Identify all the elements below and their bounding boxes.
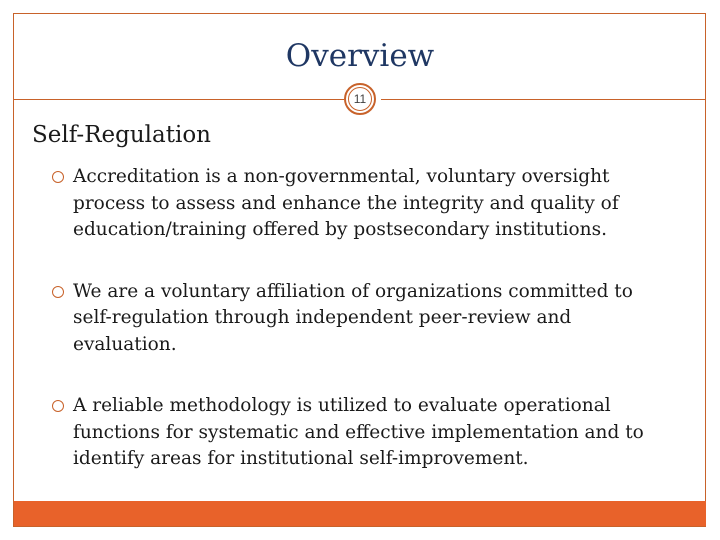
page-number-badge <box>344 83 376 115</box>
bullet-text: We are a voluntary affiliation of organizations committed to self-regulation through independent peer-review and evaluation. <box>73 280 633 355</box>
slide-title: Overview <box>285 38 435 74</box>
bullet-circle-icon <box>52 286 64 298</box>
page-number: 11 <box>353 92 367 106</box>
bullet-list <box>52 164 672 508</box>
bullet-text: Accreditation is a non-governmental, voluntary oversight process to assess and enhance the integrity and quality of education/training offered by postsecondary institutions. <box>73 166 619 240</box>
bullet-item <box>52 393 672 473</box>
bullet-item <box>52 279 672 359</box>
footer-accent-bar <box>14 501 706 526</box>
title-divider-right <box>381 99 705 100</box>
bullet-circle-icon <box>52 400 64 412</box>
bullet-item <box>52 164 672 244</box>
section-heading: Self-Regulation <box>32 122 211 148</box>
bullet-circle-icon <box>52 171 64 183</box>
title-divider-left <box>14 99 344 100</box>
bullet-text: A reliable methodology is utilized to evaluate operational functions for systematic and effective implementation and to identify areas for institutional self-improvement. <box>73 395 644 469</box>
